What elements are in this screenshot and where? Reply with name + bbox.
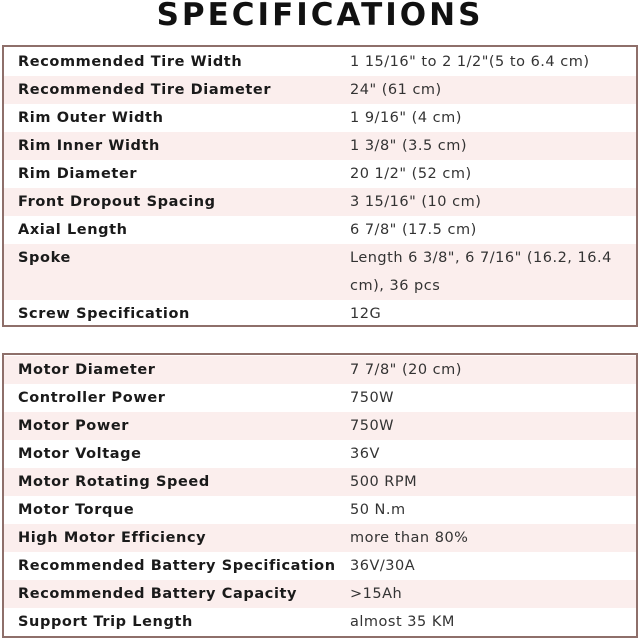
spec-value: 20 1/2" (52 cm) — [350, 166, 472, 182]
table-row — [4, 48, 636, 76]
table-row — [4, 412, 636, 440]
spec-label: Rim Inner Width — [18, 138, 160, 154]
table-row — [4, 384, 636, 412]
spec-value: 750W — [350, 390, 395, 406]
spec-value: 7 7/8" (20 cm) — [350, 362, 462, 378]
table-row — [4, 216, 636, 244]
table-row — [4, 356, 636, 384]
table-row — [4, 524, 636, 552]
spec-label: Rim Diameter — [18, 166, 138, 182]
spec-label: High Motor Efficiency — [18, 530, 207, 546]
spec-label: Support Trip Length — [18, 614, 193, 630]
spec-value: more than 80% — [350, 530, 469, 546]
spec-label: Controller Power — [18, 390, 166, 406]
spec-value: 1 3/8" (3.5 cm) — [350, 138, 468, 154]
spec-value: 500 RPM — [350, 474, 418, 490]
spec-label: Motor Rotating Speed — [18, 474, 210, 490]
spec-value: 3 15/16" (10 cm) — [350, 194, 482, 210]
table-row — [4, 160, 636, 188]
spec-value: 50 N.m — [350, 502, 406, 518]
spec-label: Front Dropout Spacing — [18, 194, 216, 210]
spec-value: almost 35 KM — [350, 614, 455, 630]
spec-label: Recommended Battery Specification — [18, 558, 336, 574]
spec-label: Spoke — [18, 250, 71, 266]
table-row — [4, 440, 636, 468]
spec-label: Rim Outer Width — [18, 110, 164, 126]
spec-label: Motor Power — [18, 418, 130, 434]
spec-value: 1 9/16" (4 cm) — [350, 110, 462, 126]
table-row — [4, 552, 636, 580]
table-row — [4, 244, 636, 300]
spec-value: 36V — [350, 446, 380, 462]
table-row — [4, 468, 636, 496]
spec-value: 36V/30A — [350, 558, 416, 574]
table-row — [4, 76, 636, 104]
table-row — [4, 300, 636, 328]
spec-value: 750W — [350, 418, 395, 434]
spec-label: Screw Specification — [18, 306, 190, 322]
page-title: SPECIFICATIONS — [156, 0, 484, 33]
spec-value: 12G — [350, 306, 382, 322]
spec-label: Motor Voltage — [18, 446, 142, 462]
spec-value: Length 6 3/8", 6 7/16" (16.2, 16.4 cm), 36 pcs — [350, 250, 612, 294]
table-row — [4, 132, 636, 160]
spec-label: Motor Diameter — [18, 362, 156, 378]
spec-value: 24" (61 cm) — [350, 82, 442, 98]
spec-label: Recommended Battery Capacity — [18, 586, 298, 602]
spec-label: Recommended Tire Diameter — [18, 82, 272, 98]
table-row — [4, 496, 636, 524]
wheel-spec-table — [2, 45, 638, 327]
table-row — [4, 104, 636, 132]
table-row — [4, 188, 636, 216]
table-row — [4, 608, 636, 636]
spec-label: Axial Length — [18, 222, 128, 238]
spec-value: 6 7/8" (17.5 cm) — [350, 222, 477, 238]
motor-spec-table — [2, 353, 638, 638]
spec-label: Recommended Tire Width — [18, 54, 243, 70]
table-row — [4, 580, 636, 608]
spec-value: 1 15/16" to 2 1/2"(5 to 6.4 cm) — [350, 54, 590, 70]
spec-value: >15Ah — [350, 586, 403, 602]
spec-label: Motor Torque — [18, 502, 135, 518]
